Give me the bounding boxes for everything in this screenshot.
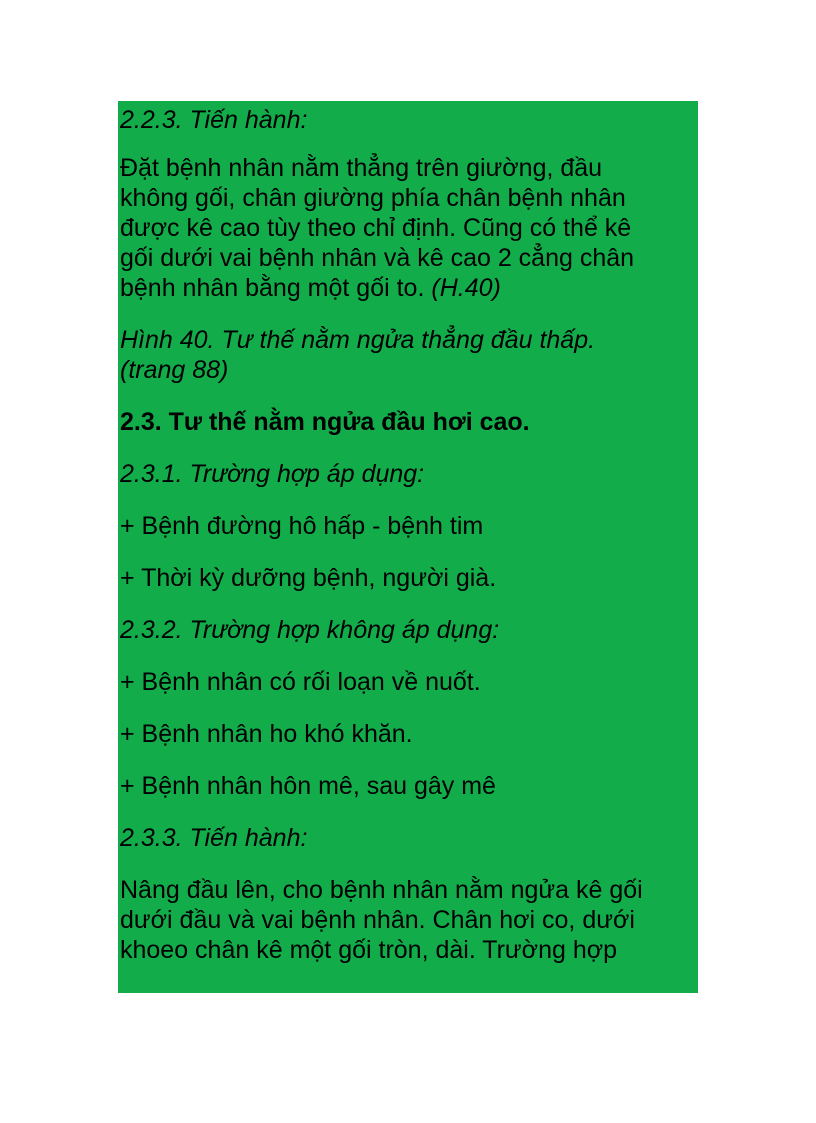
paragraph-procedure-flat (120, 153, 698, 303)
list-item: + Bệnh nhân có rối loạn về nuốt. (120, 668, 481, 696)
heading-2-2-3: 2.2.3. Tiến hành: (120, 106, 308, 134)
heading-2-3-2: 2.3.2. Trường hợp không áp dụng: (120, 616, 500, 644)
figure-reference: (H.40) (431, 274, 501, 302)
paragraph-line-last (120, 273, 698, 303)
paragraph-line: được kê cao tùy theo chỉ định. Cũng có thể kê (120, 214, 632, 242)
heading-2-3-1: 2.3.1. Trường hợp áp dụng: (120, 460, 425, 488)
caption-line: Hình 40. Tư thế nằm ngửa thẳng đầu thấp. (120, 326, 596, 354)
paragraph-line: không gối, chân giường phía chân bệnh nhân (120, 184, 626, 212)
paragraph-line: Nâng đầu lên, cho bệnh nhân nằm ngửa kê gối (120, 876, 643, 904)
figure-caption (120, 325, 698, 385)
paragraph-line: khoeo chân kê một gối tròn, dài. Trường hợp (120, 936, 618, 964)
list-item: + Bệnh nhân ho khó khăn. (120, 720, 413, 748)
list-item: + Bệnh nhân hôn mê, sau gây mê (120, 772, 496, 800)
list-item: + Thời kỳ dưỡng bệnh, người già. (120, 564, 497, 592)
paragraph-line: gối dưới vai bệnh nhân và kê cao 2 cẳng chân (120, 244, 635, 272)
paragraph-line: Đặt bệnh nhân nằm thẳng trên giường, đầu (120, 154, 603, 182)
list-item: + Bệnh đường hô hấp - bệnh tim (120, 512, 484, 540)
heading-2-3: 2.3. Tư thế nằm ngửa đầu hơi cao. (120, 408, 530, 436)
document-page (118, 101, 698, 993)
paragraph-text: bệnh nhân bằng một gối to. (120, 274, 425, 302)
heading-2-3-3: 2.3.3. Tiến hành: (120, 824, 308, 852)
caption-line: (trang 88) (120, 356, 229, 384)
paragraph-line: dưới đầu và vai bệnh nhân. Chân hơi co, dưới (120, 906, 635, 934)
paragraph-procedure-head-raised (120, 875, 698, 965)
